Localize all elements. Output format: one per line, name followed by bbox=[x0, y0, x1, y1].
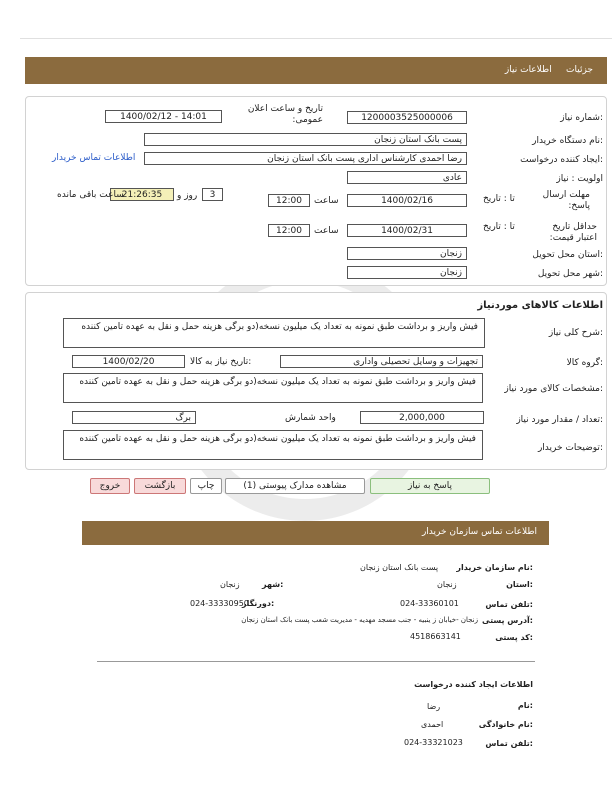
need-date-label: تاریخ نیاز به کالا: bbox=[190, 357, 252, 367]
delivery-province-field: زنجان bbox=[347, 247, 467, 260]
priority-label: اولویت : نیاز bbox=[556, 174, 603, 184]
need-date-field: 1400/02/20 bbox=[72, 355, 185, 368]
org-name-label: نام سازمان خریدار: bbox=[456, 563, 533, 572]
validity-time-field: 12:00 bbox=[268, 224, 310, 237]
contact-city-label: شهر: bbox=[262, 580, 284, 589]
need-number-label: شماره نیاز: bbox=[560, 113, 603, 123]
contact-phone-value: 024-33360101 bbox=[400, 599, 459, 608]
specs-field: فیش واریز و برداشت طبق نمونه به تعداد یک میلیون نسخه(دو برگی هزینه حمل و نقل به عهده تامین کننده bbox=[63, 373, 483, 403]
contact-province-label: استان: bbox=[506, 580, 533, 589]
unit-label: واحد شمارش bbox=[285, 413, 336, 423]
page-header-bar bbox=[25, 57, 607, 84]
delivery-province-label: استان محل تحویل: bbox=[532, 250, 603, 260]
requester-last-name-label: نام خانوادگی: bbox=[478, 720, 533, 729]
requester-section-title: اطلاعات ایجاد کننده درخواست bbox=[414, 680, 533, 689]
buyer-notes-label: توضیحات خریدار: bbox=[537, 443, 603, 453]
requester-first-name-label: نام: bbox=[517, 701, 533, 710]
deadline-until-label: تا : تاریخ bbox=[483, 194, 515, 204]
buyer-org-field: پست بانک استان زنجان bbox=[144, 133, 467, 146]
deadline-time-label: ساعت bbox=[314, 196, 339, 206]
breadcrumb-need-info[interactable]: اطلاعات نیاز bbox=[504, 65, 552, 75]
breadcrumb-details[interactable]: جزئیات bbox=[566, 65, 593, 75]
goods-group-field: تجهیزات و وسایل تحصیلی واداری bbox=[280, 355, 483, 368]
buyer-contact-bar bbox=[82, 521, 549, 545]
delivery-city-label: شهر محل تحویل: bbox=[537, 269, 603, 279]
buyer-contact-link[interactable]: اطلاعات تماس خریدار bbox=[52, 153, 136, 163]
days-remaining-field: 3 bbox=[202, 188, 223, 201]
quantity-label: تعداد / مقدار مورد نیاز: bbox=[516, 415, 603, 425]
breadcrumb bbox=[505, 65, 593, 75]
announce-date-label: تاریخ و ساعت اعلان عمومی: bbox=[247, 104, 323, 125]
announce-date-field: 1400/02/12 - 14:01 bbox=[105, 110, 222, 123]
top-divider bbox=[20, 38, 612, 39]
requester-phone-label: تلفن تماس: bbox=[485, 739, 533, 748]
postal-code-label: کد پستی: bbox=[495, 633, 533, 642]
validity-until-label: تا : تاریخ bbox=[483, 222, 515, 232]
need-summary-field: فیش واریز و برداشت طبق نمونه به تعداد یک میلیون نسخه(دو برگی هزینه حمل و نقل به عهده تامین کننده bbox=[63, 318, 485, 348]
print-button[interactable]: چاپ bbox=[190, 478, 222, 494]
requester-last-name-value: احمدی bbox=[421, 720, 444, 729]
need-number-field: 1200003525000006 bbox=[347, 111, 467, 124]
address-value: زنجان -خیابان ز ینبیه - جنب مسجد مهدیه - مدیریت شعب پست بانک استان زنجان bbox=[241, 616, 478, 624]
buyer-notes-field: فیش واریز و برداشت طبق نمونه به تعداد یک میلیون نسخه(دو برگی هزینه حمل و نقل به عهده تامین کننده bbox=[63, 430, 483, 460]
deadline-date-field: 1400/02/16 bbox=[347, 194, 467, 207]
creator-field: رضا احمدی کارشناس اداری پست بانک استان زنجان bbox=[144, 152, 467, 165]
fax-value: 024-33330950 bbox=[190, 599, 249, 608]
days-label: روز و bbox=[177, 191, 198, 201]
org-name-value: پست بانک استان زنجان bbox=[360, 563, 439, 572]
validity-date-field: 1400/02/31 bbox=[347, 224, 467, 237]
creator-label: ایجاد کننده درخواست: bbox=[520, 155, 603, 165]
postal-code-value: 4518663141 bbox=[410, 632, 461, 641]
view-attachments-button[interactable]: مشاهده مدارک پیوستی (1) bbox=[225, 478, 365, 494]
validity-time-label: ساعت bbox=[314, 226, 339, 236]
quantity-field: 2,000,000 bbox=[360, 411, 484, 424]
remaining-hours-label: ساعت باقی مانده bbox=[57, 190, 124, 200]
countdown-timer: 21:26:35 bbox=[110, 188, 174, 201]
address-label: آدرس پستی: bbox=[482, 616, 533, 625]
specs-label: مشخصات کالای مورد نیاز: bbox=[504, 384, 603, 394]
requester-first-name-value: رضا bbox=[427, 702, 441, 711]
goods-group-label: گروه کالا: bbox=[566, 358, 603, 368]
contact-province-value: زنجان bbox=[437, 580, 457, 589]
back-button[interactable]: بازگشت bbox=[134, 478, 186, 494]
unit-field: برگ bbox=[72, 411, 196, 424]
respond-button[interactable]: پاسخ به نیاز bbox=[370, 478, 490, 494]
buyer-contact-title: اطلاعات تماس سازمان خریدار bbox=[421, 527, 537, 537]
delivery-city-field: زنجان bbox=[347, 266, 467, 279]
min-validity-label: حداقل تاریخ اعتبار قیمت: bbox=[549, 222, 597, 243]
contact-divider bbox=[97, 661, 535, 662]
deadline-time-field: 12:00 bbox=[268, 194, 310, 207]
deadline-label: مهلت ارسال پاسخ: bbox=[542, 190, 590, 211]
priority-field: عادی bbox=[347, 171, 467, 184]
need-summary-label: شرح کلی نیاز: bbox=[548, 328, 603, 338]
exit-button[interactable]: خروج bbox=[90, 478, 130, 494]
contact-city-value: زنجان bbox=[220, 580, 240, 589]
fax-label: دورنگار: bbox=[242, 599, 275, 608]
contact-phone-label: تلفن تماس: bbox=[485, 600, 533, 609]
buyer-org-label: نام دستگاه خریدار: bbox=[532, 136, 603, 146]
requester-phone-value: 024-33321023 bbox=[404, 738, 463, 747]
goods-section-title: اطلاعات کالاهای موردنیاز bbox=[477, 300, 603, 311]
